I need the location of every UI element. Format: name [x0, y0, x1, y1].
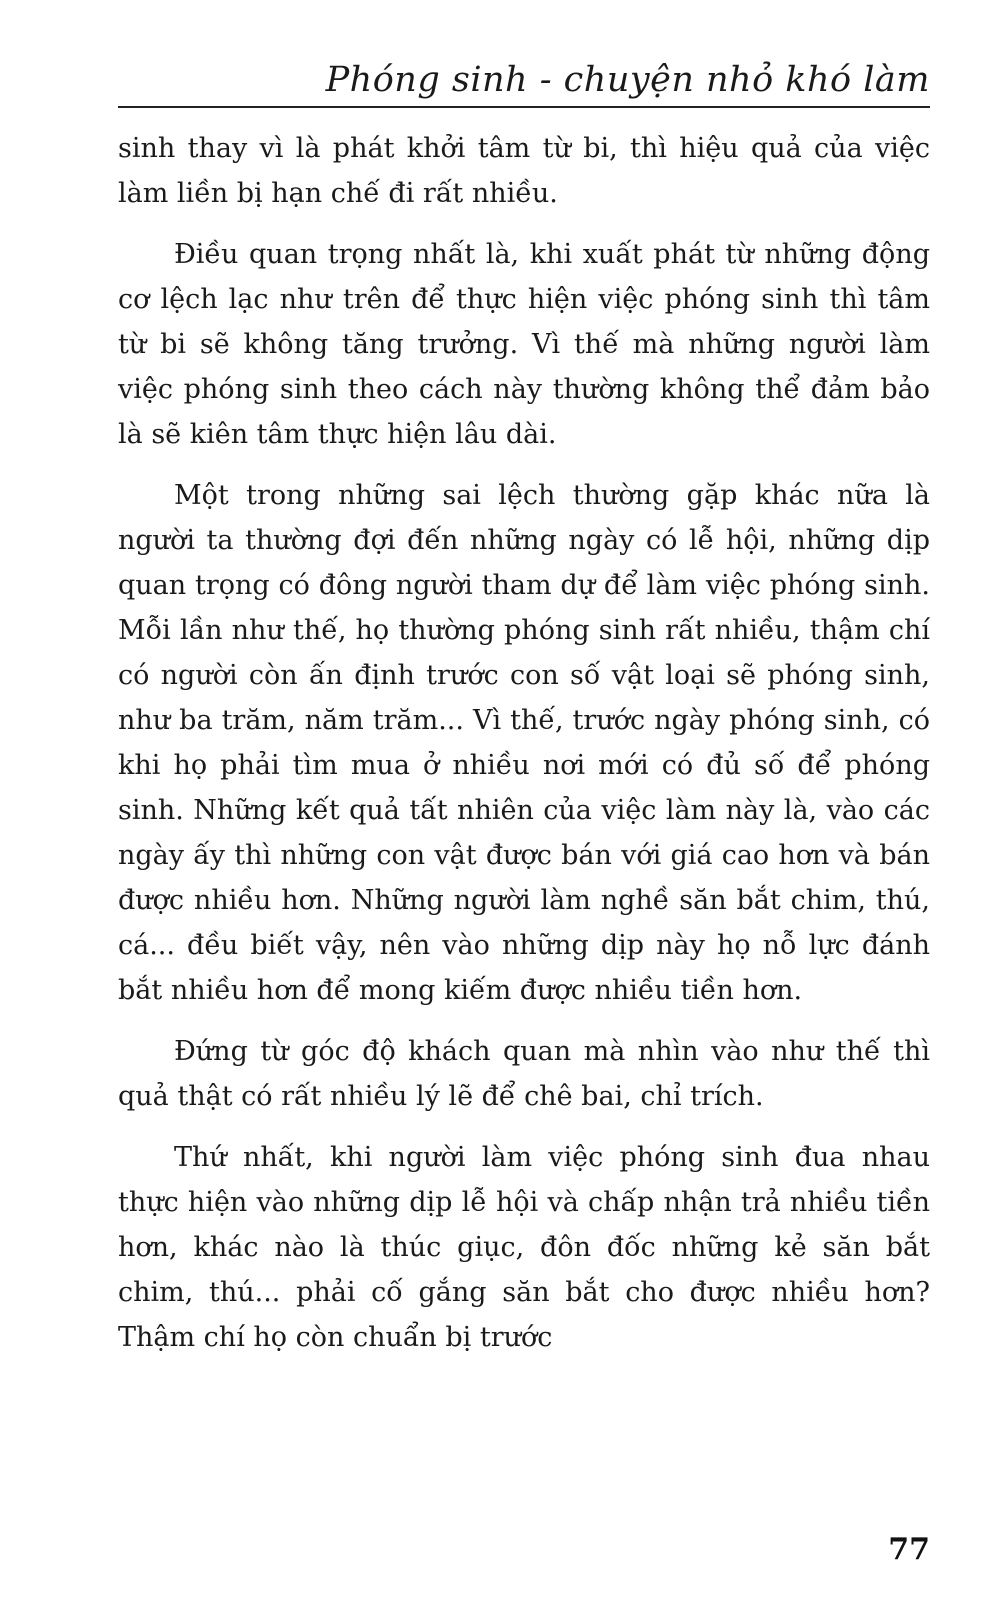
paragraph: Một trong những sai lệch thường gặp khác nữa là người ta thường đợi đến những ngày có lễ hội, những dịp quan trọng có đông người tham dự để làm việc phóng sinh. Mỗi lần như thế, họ thường phóng sinh rất nhiều, thậm chí có người còn ấn định trước con số vật loại sẽ phóng sinh, như ba trăm, năm trăm... Vì thế, trước ngày phóng sinh, có khi họ phải tìm mua ở nhiều nơi mới có đủ số để phóng sinh. Những kết quả tất nhiên của việc làm này là, vào các ngày ấy thì những con vật được bán với giá cao hơn và bán được nhiều hơn. Những người làm nghề săn bắt chim, thú, cá... đều biết vậy, nên vào những dịp này họ nỗ lực đánh bắt nhiều hơn để mong kiếm được nhiều tiền hơn.: [118, 480, 930, 1006]
page-number: 77: [888, 1532, 930, 1567]
running-header: [118, 48, 930, 108]
paragraph: Đứng từ góc độ khách quan mà nhìn vào như thế thì quả thật có rất nhiều lý lẽ để chê bai, chỉ trích.: [118, 1036, 930, 1112]
paragraph: Điều quan trọng nhất là, khi xuất phát từ những động cơ lệch lạc như trên để thực hiện việc phóng sinh thì tâm từ bi sẽ không tăng trưởng. Vì thế mà những người làm việc phóng sinh theo cách này thường không thể đảm bảo là sẽ kiên tâm thực hiện lâu dài.: [118, 239, 930, 450]
paragraph: Thứ nhất, khi người làm việc phóng sinh đua nhau thực hiện vào những dịp lễ hội và chấp nhận trả nhiều tiền hơn, khác nào là thúc giục, đôn đốc những kẻ săn bắt chim, thú... phải cố gắng săn bắt cho được nhiều hơn? Thậm chí họ còn chuẩn bị trước: [118, 1142, 930, 1353]
body-text: [118, 126, 930, 1376]
paragraph-continuation: sinh thay vì là phát khởi tâm từ bi, thì hiệu quả của việc làm liền bị hạn chế đi rất nhiều.: [118, 133, 930, 209]
running-header-title: Phóng sinh - chuyện nhỏ khó làm: [325, 60, 930, 100]
